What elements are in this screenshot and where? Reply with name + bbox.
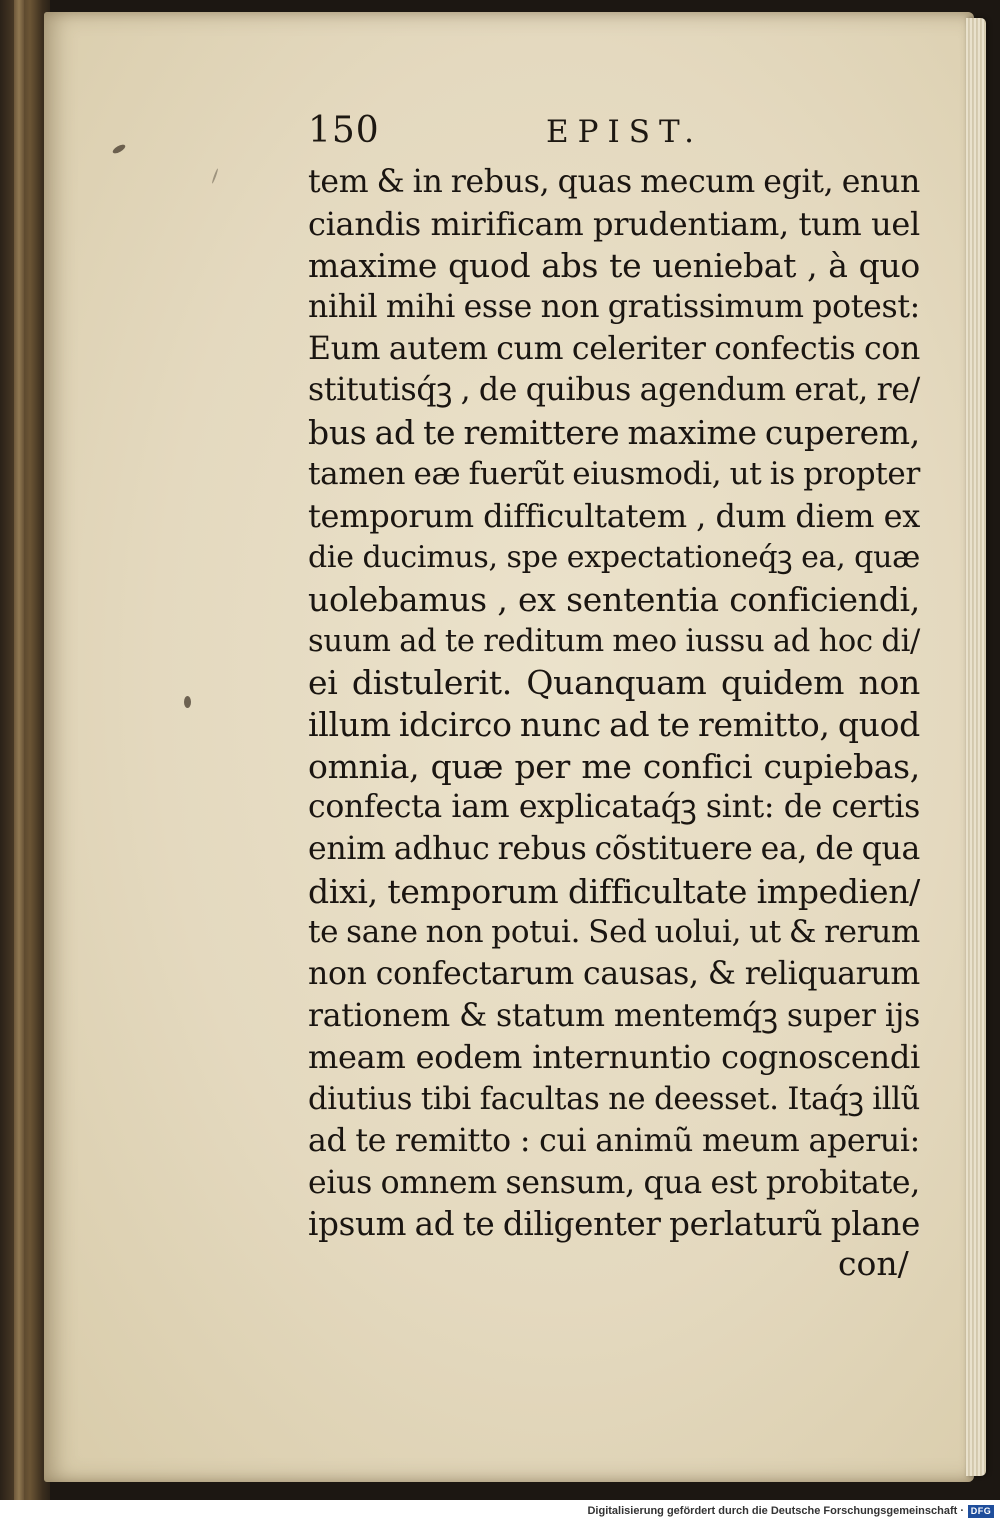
book-binding-edge [0, 0, 50, 1500]
text-line: non confectarum causas, & reliquarum [308, 956, 920, 993]
text-line: tamen eæ fuerũt eiusmodi, ut is propter [308, 455, 920, 492]
catchword: con/ [838, 1244, 909, 1283]
text-line: ei distulerit. Quanquam quidem non [308, 663, 920, 703]
text-line: ciandis mirificam prudentiam, tum uel [308, 204, 920, 243]
text-line: uolebamus , ex sententia conficiendi, [308, 579, 920, 619]
dfg-logo: DFG [968, 1505, 994, 1518]
text-line: enim adhuc rebus cõstituere ea, de qua [308, 831, 920, 867]
text-line: suum ad te reditum meo iussu ad hoc di/ [308, 623, 920, 659]
page-edges [966, 18, 986, 1476]
text-line: omnia, quæ per me confici cupiebas, [308, 746, 920, 786]
text-line: nihil mihi esse non gratissimum potest: [308, 289, 920, 326]
ink-speck [184, 696, 191, 708]
text-line: temporum difficultatem , dum diem ex [308, 496, 920, 535]
text-line: maxime quod abs te ueniebat , à quo [308, 246, 920, 286]
text-line: die ducimus, spe expectationeq́ꝫ ea, quæ [308, 540, 920, 576]
text-line: stitutisq́ꝫ , de quibus agendum erat, re/ [308, 372, 920, 409]
text-line: meam eodem internuntio cognoscendi [308, 1038, 920, 1077]
text-line: bus ad te remittere maxime cuperem, [308, 413, 920, 453]
text-line: tem & in rebus, quas mecum egit, enun [308, 164, 920, 200]
text-line: dixi, temporum difficultate impedien/ [308, 871, 920, 911]
text-line: te sane non potui. Sed uolui, ut & rerum [308, 914, 920, 951]
page-header [308, 104, 918, 154]
text-line: ad te remitto : cui animũ meum aperui: [308, 1122, 920, 1159]
digitization-footer [0, 1500, 1000, 1524]
page-number: 150 [308, 110, 380, 151]
text-line: confecta iam explicataq́ꝫ sint: de certis [308, 789, 920, 826]
body-text [308, 162, 920, 1246]
funding-credit: Digitalisierung gefördert durch die Deutsche Forschungsgemeinschaft · [587, 1505, 964, 1517]
text-line: rationem & statum mentemq́ꝫ super ijs [308, 997, 920, 1034]
text-line: Eum autem cum celeriter confectis con [308, 330, 920, 367]
text-line: eius omnem sensum, qua est probitate, [308, 1164, 920, 1201]
text-line: diutius tibi facultas ne deesset. Itaq́ꝫ illũ [308, 1082, 920, 1118]
running-head: EPIST. [546, 114, 703, 150]
text-line: ipsum ad te diligenter perlaturũ plane [308, 1205, 920, 1244]
text-line: illum idcirco nunc ad te remitto, quod [308, 704, 920, 744]
